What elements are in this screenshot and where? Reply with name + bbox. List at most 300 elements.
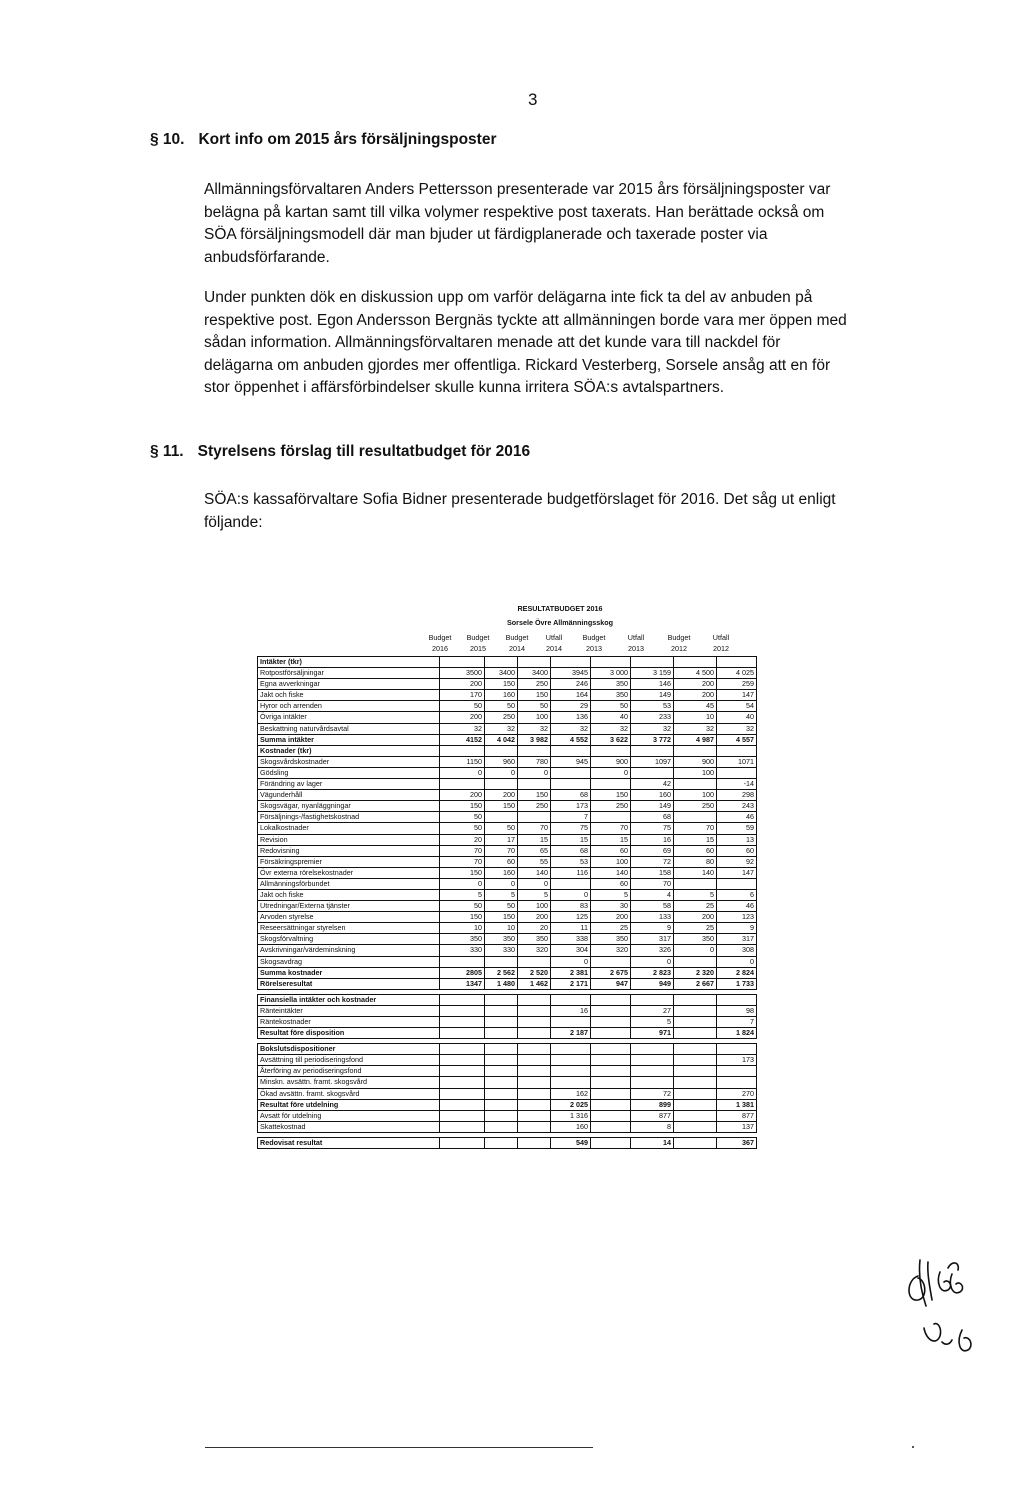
footer-rule (205, 1447, 593, 1448)
table-cell (518, 779, 551, 790)
table-cell: 2 520 (518, 967, 551, 978)
column-label: Utfall (627, 633, 645, 642)
table-cell: 100 (591, 856, 631, 867)
table-cell: 70 (518, 823, 551, 834)
table-row (258, 1044, 757, 1055)
table-cell (717, 657, 757, 668)
table-cell: 298 (717, 790, 757, 801)
section-10-number: § 10. (150, 131, 185, 148)
table-cell (591, 1005, 631, 1016)
table-cell: 10 (440, 923, 485, 934)
table-row (258, 1017, 757, 1028)
table-cell: 780 (518, 756, 551, 767)
table-cell: 5 (674, 889, 717, 900)
table-cell: 158 (631, 867, 674, 878)
table-cell (717, 767, 757, 778)
table-row (258, 790, 757, 801)
table-row (258, 1005, 757, 1016)
table-cell: 200 (674, 679, 717, 690)
row-label: Intäkter (tkr) (258, 657, 440, 668)
table-cell: 60 (674, 845, 717, 856)
table-cell (631, 657, 674, 668)
table-cell (674, 1121, 717, 1132)
table-cell: 5 (440, 889, 485, 900)
table-cell (591, 1044, 631, 1055)
budget-column-header (456, 632, 500, 654)
column-year: 2012 (713, 644, 729, 653)
row-label: Utredningar/Externa tjänster (258, 901, 440, 912)
table-cell (440, 1005, 485, 1016)
table-cell: 42 (631, 779, 674, 790)
table-cell: 1347 (440, 978, 485, 989)
table-cell (631, 1044, 674, 1055)
table-cell (717, 1044, 757, 1055)
table-cell (485, 1017, 518, 1028)
table-cell (440, 1110, 485, 1121)
table-cell: 350 (674, 934, 717, 945)
table-cell (591, 779, 631, 790)
table-row (258, 1088, 757, 1099)
table-cell: 150 (440, 801, 485, 812)
table-cell (674, 994, 717, 1005)
table-cell (485, 1044, 518, 1055)
table-cell: 350 (440, 934, 485, 945)
text-line: respektive post. Egon Andersson Bergnäs tyckte att allmänningen borde vara mer öppen med (204, 311, 847, 329)
table-row (258, 668, 757, 679)
table-row (258, 994, 757, 1005)
table-cell: 330 (485, 945, 518, 956)
column-label: Budget (466, 633, 490, 642)
table-row (258, 856, 757, 867)
table-cell (591, 1110, 631, 1121)
table-cell: 3 982 (518, 734, 551, 745)
table-cell: 40 (591, 712, 631, 723)
row-label: Redovisning (258, 845, 440, 856)
table-cell: 4 (631, 889, 674, 900)
row-label: Resultat före disposition (258, 1028, 440, 1039)
table-cell: 947 (591, 978, 631, 989)
table-cell: 0 (591, 767, 631, 778)
table-row (258, 812, 757, 823)
table-cell: 200 (440, 790, 485, 801)
table-cell (485, 1028, 518, 1039)
table-cell (518, 1017, 551, 1028)
table-cell (631, 994, 674, 1005)
table-row (258, 734, 757, 745)
row-label: Resultat före utdelning (258, 1099, 440, 1110)
table-cell: 92 (717, 856, 757, 867)
row-label: Återföring av periodiseringsfond (258, 1066, 440, 1077)
table-row (258, 712, 757, 723)
table-cell (551, 745, 591, 756)
table-cell: 960 (485, 756, 518, 767)
table-row (258, 901, 757, 912)
table-cell: 200 (518, 912, 551, 923)
table-cell (440, 657, 485, 668)
table-row (258, 801, 757, 812)
table-cell (591, 1099, 631, 1110)
table-cell: 32 (551, 723, 591, 734)
table-cell: 116 (551, 867, 591, 878)
table-cell: 200 (485, 790, 518, 801)
table-cell: 0 (440, 878, 485, 889)
table-cell (518, 1121, 551, 1132)
table-row (258, 1110, 757, 1121)
table-cell (591, 745, 631, 756)
table-cell: 32 (591, 723, 631, 734)
table-cell (717, 878, 757, 889)
table-cell: 32 (631, 723, 674, 734)
table-cell (440, 1028, 485, 1039)
table-cell: 2 171 (551, 978, 591, 989)
table-row (258, 1077, 757, 1088)
table-row (258, 878, 757, 889)
table-cell: 150 (485, 912, 518, 923)
table-cell: 140 (518, 867, 551, 878)
table-cell: 100 (518, 712, 551, 723)
table-cell: 32 (440, 723, 485, 734)
table-cell: 5 (631, 1017, 674, 1028)
table-cell: 250 (518, 679, 551, 690)
table-row (258, 1066, 757, 1077)
table-cell: 30 (591, 901, 631, 912)
column-label: Utfall (712, 633, 730, 642)
table-cell (674, 1028, 717, 1039)
row-label: Övriga intäkter (258, 712, 440, 723)
table-cell: 70 (440, 845, 485, 856)
table-cell (551, 657, 591, 668)
table-row (258, 1028, 757, 1039)
table-cell: 2 823 (631, 967, 674, 978)
table-cell (674, 1017, 717, 1028)
table-cell: 83 (551, 901, 591, 912)
row-label: Finansiella intäkter och kostnader (258, 994, 440, 1005)
text-line: delägarna om anbuden gjordes mer offentliga. Rickard Vesterberg, Sorsele ansåg att en för (204, 356, 831, 374)
row-label: Vägunderhåll (258, 790, 440, 801)
column-year: 2015 (470, 644, 486, 653)
table-cell: 72 (631, 856, 674, 867)
row-label: Ökad avsättn. framt. skogsvård (258, 1088, 440, 1099)
table-cell (518, 994, 551, 1005)
text-line: Under punkten dök en diskussion upp om varför delägarna inte fick ta del av anbuden på (204, 289, 813, 306)
table-cell: 317 (631, 934, 674, 945)
table-cell (551, 1055, 591, 1066)
row-label: Allmänningsförbundet (258, 878, 440, 889)
section-10-paragraph-2 (204, 287, 924, 400)
table-cell: 60 (591, 845, 631, 856)
table-cell (674, 1044, 717, 1055)
row-label: Lokalkostnader (258, 823, 440, 834)
table-row (258, 889, 757, 900)
table-row (258, 767, 757, 778)
table-cell (485, 779, 518, 790)
table-cell: 137 (717, 1121, 757, 1132)
budget-column-header (657, 632, 701, 654)
table-cell: 50 (440, 901, 485, 912)
row-label: Räntekostnader (258, 1017, 440, 1028)
table-cell (551, 878, 591, 889)
table-cell: 15 (518, 834, 551, 845)
table-row (258, 912, 757, 923)
table-cell: 150 (485, 679, 518, 690)
table-cell (440, 1077, 485, 1088)
row-label: Försäljnings-/fastighetskostnad (258, 812, 440, 823)
table-cell (518, 1099, 551, 1110)
table-cell: 150 (440, 867, 485, 878)
table-cell: 0 (674, 945, 717, 956)
column-label: Budget (505, 633, 529, 642)
table-cell (674, 1005, 717, 1016)
table-row (258, 945, 757, 956)
table-row (258, 967, 757, 978)
table-cell: 70 (591, 823, 631, 834)
table-cell (674, 1055, 717, 1066)
table-cell: 0 (485, 767, 518, 778)
table-cell: 7 (551, 812, 591, 823)
row-label: Hyror och arrenden (258, 701, 440, 712)
table-cell: 350 (591, 934, 631, 945)
table-cell (551, 994, 591, 1005)
column-year: 2013 (628, 644, 644, 653)
table-cell (551, 767, 591, 778)
table-cell (591, 1055, 631, 1066)
table-cell: 900 (591, 756, 631, 767)
column-year: 2012 (671, 644, 687, 653)
table-cell (674, 779, 717, 790)
table-cell: 160 (551, 1121, 591, 1132)
table-cell: 72 (631, 1088, 674, 1099)
budget-title: RESULTATBUDGET 2016 (517, 604, 603, 613)
table-cell: 1150 (440, 756, 485, 767)
budget-column-header (699, 632, 743, 654)
row-label: Skogsförvaltning (258, 934, 440, 945)
row-label: Avskrivningar/värdeminskning (258, 945, 440, 956)
table-cell: 162 (551, 1088, 591, 1099)
table-cell (551, 1044, 591, 1055)
table-cell: 123 (717, 912, 757, 923)
row-label: Summa intäkter (258, 734, 440, 745)
table-cell: 0 (440, 767, 485, 778)
table-cell: 32 (717, 723, 757, 734)
table-cell (631, 1066, 674, 1077)
table-cell: 65 (518, 845, 551, 856)
table-cell: 173 (551, 801, 591, 812)
table-cell: 350 (518, 934, 551, 945)
table-cell (518, 956, 551, 967)
row-label: Egna avverkningar (258, 679, 440, 690)
table-cell: 0 (631, 956, 674, 967)
row-label: Avsatt för utdelning (258, 1110, 440, 1121)
table-cell: 0 (518, 767, 551, 778)
table-cell (440, 1044, 485, 1055)
table-cell: 70 (631, 878, 674, 889)
table-cell (440, 779, 485, 790)
table-row (258, 1121, 757, 1132)
table-cell: 0 (518, 878, 551, 889)
table-row (258, 723, 757, 734)
table-cell (485, 1088, 518, 1099)
table-cell: 136 (551, 712, 591, 723)
table-cell: 1097 (631, 756, 674, 767)
table-cell: 877 (717, 1110, 757, 1121)
table-cell (717, 994, 757, 1005)
table-row (258, 679, 757, 690)
table-cell (518, 1066, 551, 1077)
table-cell: 7 (717, 1017, 757, 1028)
table-cell: 17 (485, 834, 518, 845)
table-cell: 150 (591, 790, 631, 801)
table-cell: 15 (591, 834, 631, 845)
table-cell: 147 (717, 867, 757, 878)
table-cell: 45 (674, 701, 717, 712)
table-cell (485, 1110, 518, 1121)
table-cell: 4 500 (674, 668, 717, 679)
table-cell (717, 1077, 757, 1088)
table-cell: 3500 (440, 668, 485, 679)
table-row (258, 1055, 757, 1066)
table-cell: 250 (674, 801, 717, 812)
table-cell: 160 (485, 867, 518, 878)
table-cell: 877 (631, 1110, 674, 1121)
table-cell: 70 (674, 823, 717, 834)
table-cell (485, 1121, 518, 1132)
column-label: Budget (428, 633, 452, 642)
table-cell: 80 (674, 856, 717, 867)
table-cell: 149 (631, 690, 674, 701)
table-cell: 32 (485, 723, 518, 734)
table-cell: 1 381 (717, 1099, 757, 1110)
table-cell: 50 (485, 901, 518, 912)
table-cell: 899 (631, 1099, 674, 1110)
table-row (258, 745, 757, 756)
table-cell: 53 (551, 856, 591, 867)
table-cell: 15 (551, 834, 591, 845)
text-line: SÖA försäljningsmodell där man bjuder ut färdigplanerade och taxerade poster via (204, 226, 768, 243)
table-cell: 50 (485, 701, 518, 712)
table-cell: 32 (674, 723, 717, 734)
table-cell: 150 (440, 912, 485, 923)
table-cell: 20 (440, 834, 485, 845)
table-cell: 170 (440, 690, 485, 701)
table-cell: 330 (440, 945, 485, 956)
table-cell: 549 (551, 1137, 591, 1148)
row-label: Övr externa rörelsekostnader (258, 867, 440, 878)
table-cell (591, 1077, 631, 1088)
table-row (258, 701, 757, 712)
table-cell: 320 (591, 945, 631, 956)
table-cell: 164 (551, 690, 591, 701)
table-cell: 50 (518, 701, 551, 712)
text-line: följande: (204, 513, 263, 531)
table-cell: 9 (717, 923, 757, 934)
table-cell: 4 042 (485, 734, 518, 745)
table-cell: 59 (717, 823, 757, 834)
table-cell: 4 987 (674, 734, 717, 745)
table-cell: 200 (591, 912, 631, 923)
table-row (258, 657, 757, 668)
table-cell (485, 1066, 518, 1077)
table-cell (440, 1121, 485, 1132)
table-cell: 13 (717, 834, 757, 845)
table-cell: 160 (631, 790, 674, 801)
table-cell (518, 1044, 551, 1055)
table-cell: 68 (551, 845, 591, 856)
table-cell (674, 956, 717, 967)
table-cell (674, 1077, 717, 1088)
table-cell (518, 657, 551, 668)
table-cell (440, 1099, 485, 1110)
table-cell (674, 1088, 717, 1099)
table-cell: 60 (485, 856, 518, 867)
table-cell: 46 (717, 901, 757, 912)
table-cell: 100 (674, 767, 717, 778)
table-cell (485, 745, 518, 756)
table-cell: 200 (674, 912, 717, 923)
table-cell (674, 1099, 717, 1110)
table-cell: 243 (717, 801, 757, 812)
table-cell (717, 1066, 757, 1077)
table-cell: 350 (485, 934, 518, 945)
table-row (258, 845, 757, 856)
table-cell: 9 (631, 923, 674, 934)
table-cell: 150 (485, 801, 518, 812)
table-cell: 949 (631, 978, 674, 989)
table-row (258, 956, 757, 967)
table-cell: 2 824 (717, 967, 757, 978)
table-cell: 11 (551, 923, 591, 934)
table-cell: 308 (717, 945, 757, 956)
table-cell: 3 772 (631, 734, 674, 745)
table-cell (591, 657, 631, 668)
text-line: belägna på kartan samt till vilka volymer respektive post taxerats. Han berättade också om (204, 203, 825, 221)
column-year: 2013 (586, 644, 602, 653)
table-row (258, 934, 757, 945)
row-label: Rörelseresultat (258, 978, 440, 989)
table-cell: 5 (485, 889, 518, 900)
table-cell: 75 (631, 823, 674, 834)
table-cell (518, 745, 551, 756)
table-cell: 25 (591, 923, 631, 934)
table-cell: 367 (717, 1137, 757, 1148)
row-label: Redovisat resultat (258, 1137, 440, 1148)
table-cell (485, 994, 518, 1005)
table-row (258, 779, 757, 790)
column-label: Budget (667, 633, 691, 642)
table-cell: 46 (717, 812, 757, 823)
table-cell (591, 1121, 631, 1132)
table-cell (591, 956, 631, 967)
footer-dot (912, 1446, 914, 1448)
table-cell: 150 (518, 690, 551, 701)
table-cell (485, 657, 518, 668)
table-cell: 1 824 (717, 1028, 757, 1039)
table-cell (440, 956, 485, 967)
table-cell: 140 (674, 867, 717, 878)
table-cell (591, 1137, 631, 1148)
table-cell (631, 1077, 674, 1088)
table-cell: 1071 (717, 756, 757, 767)
table-cell: 317 (717, 934, 757, 945)
table-cell: 60 (717, 845, 757, 856)
table-cell: 2 187 (551, 1028, 591, 1039)
table-cell: 1 316 (551, 1110, 591, 1121)
row-label: Reseersättningar styrelsen (258, 923, 440, 934)
table-cell: 4 557 (717, 734, 757, 745)
table-cell: 4 552 (551, 734, 591, 745)
text-line: stor öppenhet i affärsförbindelser skulle kunna irritera SÖA:s avtalspartners. (204, 379, 725, 396)
table-cell: 133 (631, 912, 674, 923)
table-cell: 0 (717, 956, 757, 967)
